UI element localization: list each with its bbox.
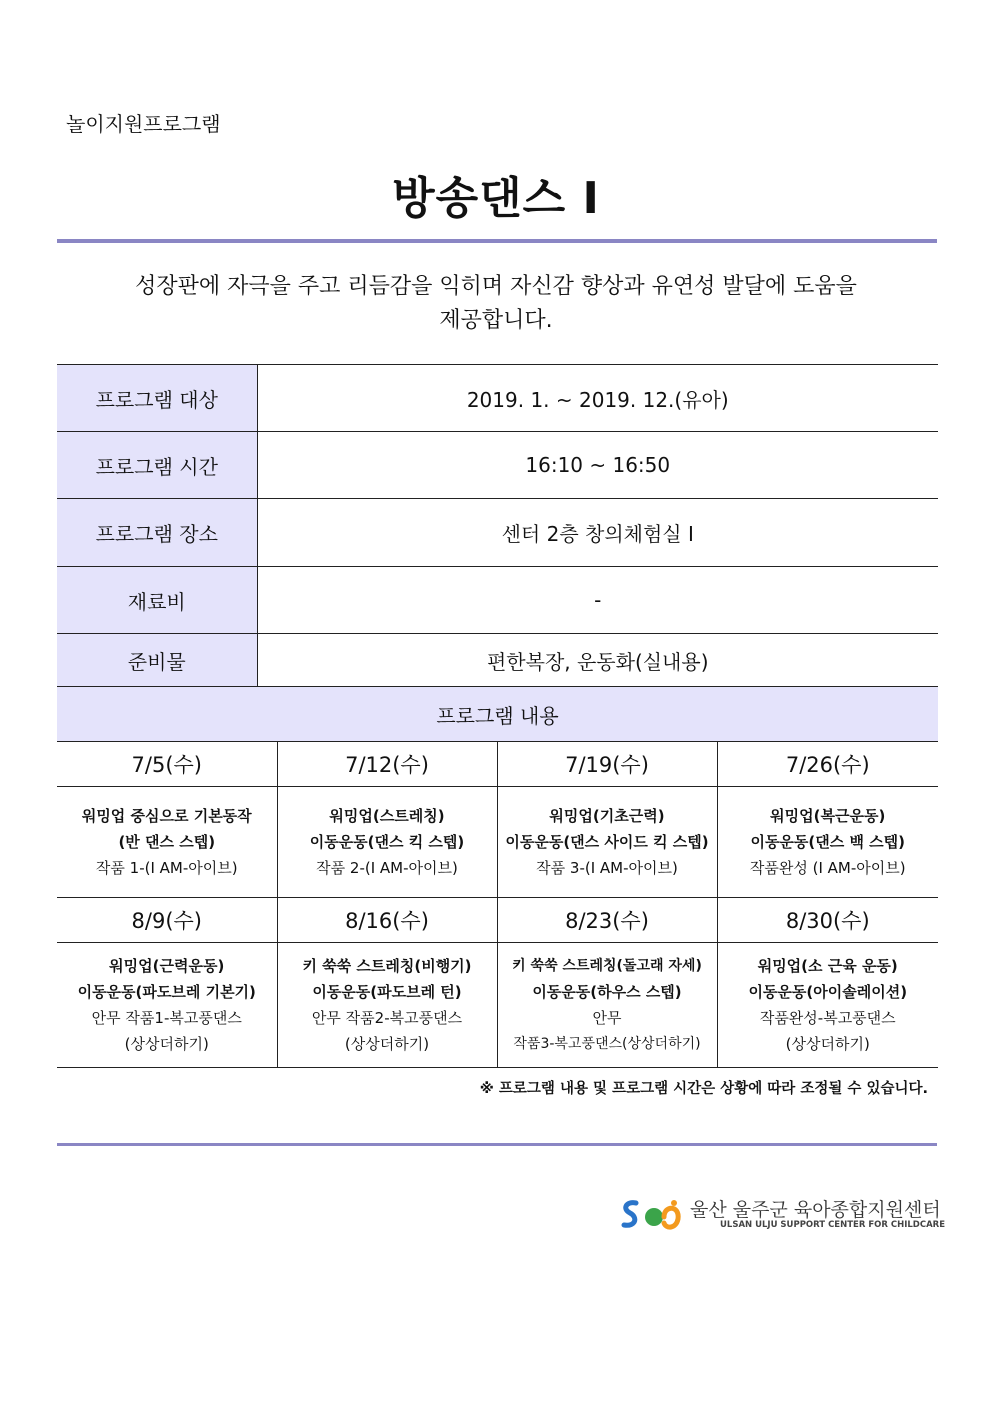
info-label: 준비물 <box>57 634 257 687</box>
program-info-table <box>57 364 938 742</box>
info-value: - <box>257 567 938 634</box>
activity-line: 이동운동(댄스 킥 스텝) <box>309 833 465 851</box>
activity-line: (상상더하기) <box>785 1035 870 1053</box>
activity-line: 이동운동(댄스 백 스텝) <box>750 833 906 851</box>
content-header-row <box>57 687 938 742</box>
schedule-table <box>57 741 938 1068</box>
session-activity <box>277 787 497 898</box>
info-value: 편한복장, 운동화(실내용) <box>257 634 938 687</box>
intro-line-1: 성장판에 자극을 주고 리듬감을 익히며 자신감 향상과 유연성 발달에 도움을 <box>135 274 857 299</box>
activity-line: 작품 2-(I AM-아이브) <box>316 859 458 877</box>
session-activity <box>717 787 938 898</box>
session-date: 7/26(수) <box>717 742 938 787</box>
center-name-en: ULSAN ULJU SUPPORT CENTER FOR CHILDCARE <box>720 1220 946 1230</box>
info-label: 프로그램 시간 <box>57 432 257 499</box>
activity-line: 워밍업 중심으로 기본동작 <box>81 807 252 825</box>
activity-line: 이동운동(댄스 사이드 킥 스텝) <box>505 833 709 851</box>
info-row <box>57 499 938 567</box>
top-divider <box>57 239 937 243</box>
info-row <box>57 365 938 432</box>
activity-line: 이동운동(아이솔레이션) <box>748 983 908 1001</box>
date-row <box>57 742 938 787</box>
center-logo <box>620 1195 946 1235</box>
activity-line: 안무 작품1-복고풍댄스 <box>91 1009 242 1027</box>
info-value: 2019. 1. ~ 2019. 12.(유아) <box>257 365 938 432</box>
session-date: 8/9(수) <box>57 898 277 943</box>
center-logo-icon <box>620 1195 684 1235</box>
activity-line: 작품완성-복고풍댄스 <box>759 1009 896 1027</box>
activity-line: 작품 1-(I AM-아이브) <box>95 859 238 877</box>
activity-line: 작품3-복고풍댄스(상상더하기) <box>513 1036 701 1052</box>
activity-line: (상상더하기) <box>344 1035 430 1053</box>
activity-line: 이동운동(하우스 스텝) <box>532 983 682 1001</box>
activity-line: 키 쑥쑥 스트레칭(돌고래 자세) <box>512 958 702 974</box>
date-row <box>57 898 938 943</box>
session-activity <box>277 943 497 1068</box>
activity-line: 작품 3-(I AM-아이브) <box>536 859 678 877</box>
page-title: 방송댄스 Ⅰ <box>392 173 600 224</box>
activity-line: 이동운동(파도브레 턴) <box>312 983 462 1001</box>
session-activity <box>717 943 938 1068</box>
info-label: 프로그램 대상 <box>57 365 257 432</box>
info-row <box>57 567 938 634</box>
intro-text <box>80 270 912 338</box>
info-label: 재료비 <box>57 567 257 634</box>
info-row <box>57 432 938 499</box>
session-activity <box>57 787 277 898</box>
info-row <box>57 634 938 687</box>
activity-line: 워밍업(소 근육 운동) <box>757 957 898 975</box>
activity-row <box>57 787 938 898</box>
content-header: 프로그램 내용 <box>57 687 938 742</box>
session-activity <box>497 943 717 1068</box>
info-label: 프로그램 장소 <box>57 499 257 567</box>
activity-line: 안무 <box>592 1009 622 1027</box>
activity-line: 이동운동(파도브레 기본기) <box>77 983 256 1001</box>
session-date: 8/16(수) <box>277 898 497 943</box>
activity-line: 워밍업(스트레칭) <box>329 807 445 825</box>
session-date: 7/19(수) <box>497 742 717 787</box>
session-activity <box>57 943 277 1068</box>
session-date: 7/5(수) <box>57 742 277 787</box>
bottom-divider <box>57 1143 937 1146</box>
session-date: 8/23(수) <box>497 898 717 943</box>
activity-row <box>57 943 938 1068</box>
activity-line: (반 댄스 스텝) <box>118 833 216 851</box>
info-value: 센터 2층 창의체험실 Ⅰ <box>257 499 938 567</box>
activity-line: 워밍업(근력운동) <box>109 957 225 975</box>
info-value: 16:10 ~ 16:50 <box>257 432 938 499</box>
session-date: 7/12(수) <box>277 742 497 787</box>
activity-line: (상상더하기) <box>124 1035 209 1053</box>
activity-line: 안무 작품2-복고풍댄스 <box>311 1009 463 1027</box>
activity-line: 키 쑥쑥 스트레칭(비행기) <box>302 957 472 975</box>
session-activity <box>497 787 717 898</box>
activity-line: 워밍업(기초근력) <box>549 807 665 825</box>
category-label: 놀이지원프로그램 <box>66 112 221 136</box>
activity-line: 워밍업(복근운동) <box>770 807 886 825</box>
session-date: 8/30(수) <box>717 898 938 943</box>
intro-line-2: 제공합니다. <box>439 308 553 333</box>
center-name: 울산 울주군 육아종합지원센터 <box>690 1199 941 1221</box>
activity-line: 작품완성 (I AM-아이브) <box>749 859 906 877</box>
schedule-note: ※ 프로그램 내용 및 프로그램 시간은 상황에 따라 조정될 수 있습니다. <box>479 1081 928 1097</box>
